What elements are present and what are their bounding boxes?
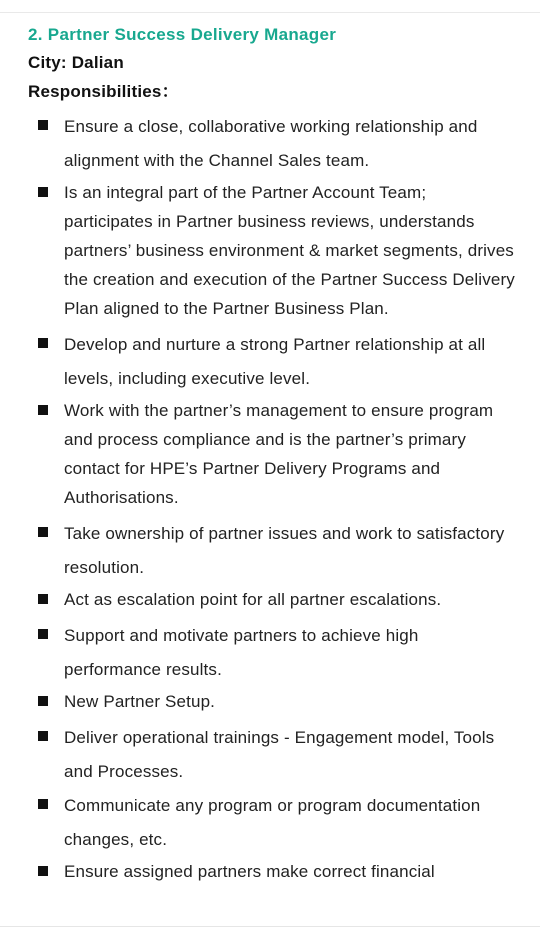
list-item-text: Ensure assigned partners make correct financial — [64, 862, 435, 881]
list-item — [28, 721, 518, 789]
list-item — [28, 517, 518, 585]
list-item-text: Is an integral part of the Partner Account Team; participates in Partner business reviews, understands partners’ business environment & market segments, drives the creation and execution of the Partner Success Delivery Plan aligned to the Partner Business Plan. — [64, 183, 515, 318]
square-bullet-icon — [38, 799, 48, 809]
square-bullet-icon — [38, 405, 48, 415]
list-item — [28, 585, 518, 614]
top-divider — [0, 12, 540, 13]
square-bullet-icon — [38, 731, 48, 741]
list-item-text: Deliver operational trainings - Engagement model, Tools and Processes. — [64, 728, 495, 781]
square-bullet-icon — [38, 187, 48, 197]
responsibilities-heading: Responsibilities： — [28, 82, 179, 101]
list-item-text: Ensure a close, collaborative working relationship and alignment with the Channel Sales team. — [64, 117, 478, 170]
square-bullet-icon — [38, 120, 48, 130]
list-item-text: Support and motivate partners to achieve high performance results. — [64, 626, 419, 679]
list-item-text: Develop and nurture a strong Partner relationship at all levels, including executive level. — [64, 335, 486, 388]
list-item-text: New Partner Setup. — [64, 692, 216, 711]
list-item-text: Take ownership of partner issues and work to satisfactory resolution. — [64, 524, 505, 577]
square-bullet-icon — [38, 594, 48, 604]
list-item — [28, 857, 518, 886]
job-posting — [28, 22, 518, 891]
list-item-text: Communicate any program or program documentation changes, etc. — [64, 796, 481, 849]
job-title: 2. Partner Success Delivery Manager — [28, 25, 337, 44]
bottom-divider — [0, 926, 540, 927]
square-bullet-icon — [38, 527, 48, 537]
list-item-text: Work with the partner’s management to ensure program and process compliance and is the partner’s primary contact for HPE’s Partner Delivery Programs and Authorisations. — [64, 401, 494, 507]
list-item — [28, 178, 518, 323]
square-bullet-icon — [38, 696, 48, 706]
list-item — [28, 110, 518, 178]
square-bullet-icon — [38, 866, 48, 876]
square-bullet-icon — [38, 629, 48, 639]
list-item — [28, 789, 518, 857]
list-item — [28, 396, 518, 512]
square-bullet-icon — [38, 338, 48, 348]
job-city: City: Dalian — [28, 53, 124, 72]
list-item-text: Act as escalation point for all partner escalations. — [64, 590, 442, 609]
list-item — [28, 619, 518, 687]
list-item — [28, 328, 518, 396]
responsibilities-list — [28, 110, 518, 886]
list-item — [28, 687, 518, 716]
